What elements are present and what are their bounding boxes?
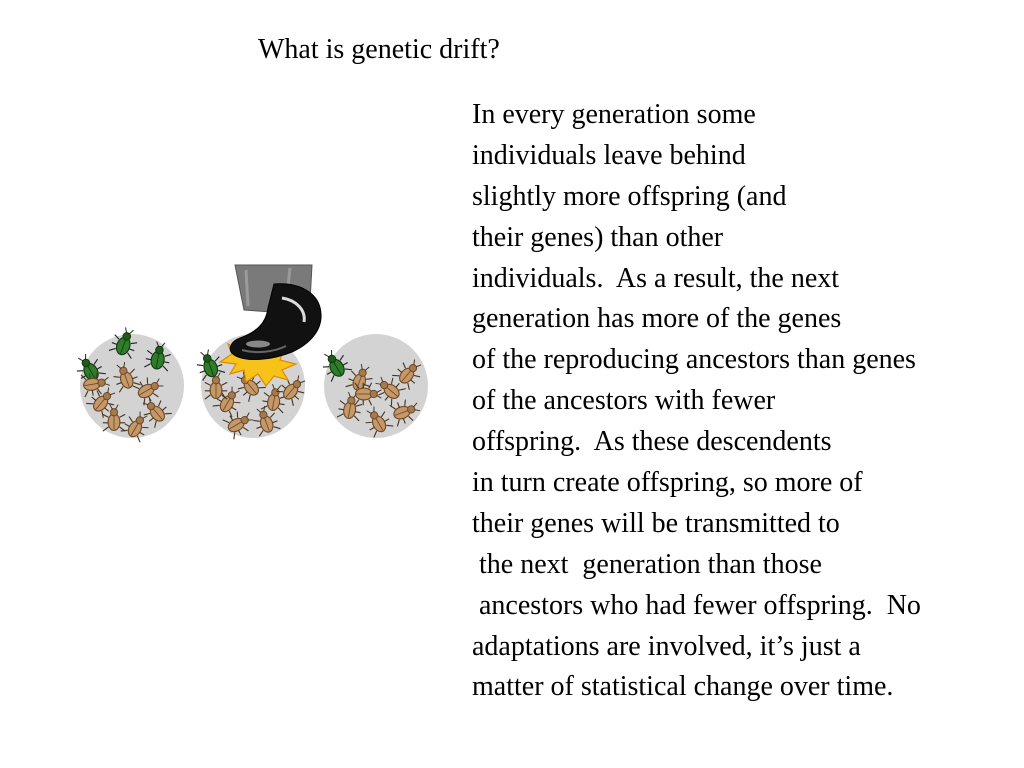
body-text	[472, 95, 1024, 708]
body-line: adaptations are involved, it’s just a	[472, 630, 861, 662]
body-line: in turn create offspring, so more of	[472, 467, 863, 499]
body-line: their genes will be transmitted to	[472, 507, 840, 539]
body-line: In every generation some	[472, 99, 756, 130]
body-line: of the reproducing ancestors than genes	[472, 344, 916, 376]
body-line: matter of statistical change over time.	[472, 671, 894, 703]
body-line: of the ancestors with fewer	[472, 385, 776, 417]
slide-title: What is genetic drift?	[258, 34, 500, 65]
body-line: offspring. As these descendents	[472, 426, 832, 458]
body-line: the next generation than those	[472, 548, 822, 580]
body-line: individuals. As a result, the next	[472, 262, 840, 294]
body-line: slightly more offspring (and	[472, 180, 787, 212]
body-line: individuals leave behind	[472, 139, 746, 171]
body-line: ancestors who had fewer offspring. No	[472, 589, 921, 621]
body-line: generation has more of the genes	[472, 303, 842, 335]
body-line: their genes) than other	[472, 221, 724, 253]
beetle-stomp-icon	[60, 262, 440, 447]
beetle-illustration	[60, 262, 440, 447]
